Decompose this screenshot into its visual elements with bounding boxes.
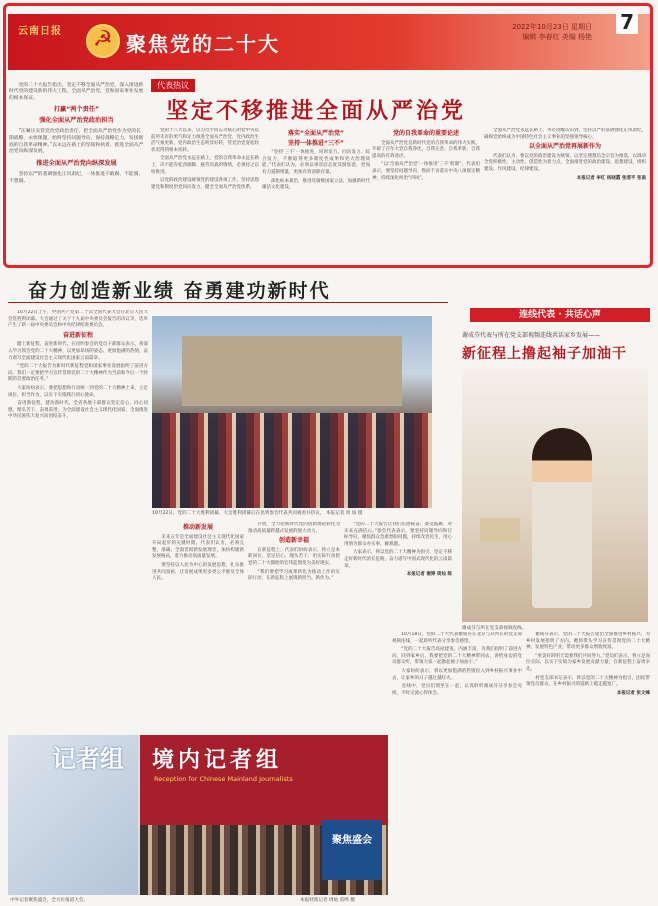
article1-tag: 代表热议 bbox=[151, 79, 195, 92]
article1-byline: 本报记者 李红 杨晓霞 张清平 张南 bbox=[576, 175, 646, 181]
issue-editors: 编辑 李春红 美编 杨艳 bbox=[522, 33, 592, 41]
delegates-group-image bbox=[152, 413, 432, 508]
main-photo bbox=[152, 316, 432, 508]
body-subhead-1: 落实“全面从严治党” bbox=[288, 130, 344, 137]
article2-byline: 本报记者 谢婷 周灿 陈 bbox=[406, 572, 452, 578]
series-photo-caption: 谢成芬与所在党支部视频连线。 bbox=[462, 626, 527, 631]
body-subhead-2: 坚持一体推进“三不” bbox=[288, 139, 344, 147]
series-subtitle: 谢成芬代表与所在党支部视频连线共话家乡发展—— bbox=[462, 332, 601, 339]
press-backdrop-english: Reception for Chinese Mainland Journalists bbox=[154, 775, 293, 783]
article2-column-2: 推动新发展 未来五年是全面建设社会主义现代化国家开局起步的关键时期。代表们认为，必须完整、准确、全面贯彻新发展理念，加快构建新发展格局，着力推动高质量发展。 要坚持以人民为中心的发展思想，扎实推进共同富裕，让发展成果更多更公平惠及全体人民。 bbox=[152, 524, 244, 582]
page-number: 7 bbox=[616, 10, 638, 34]
article1-left-column: 党的二十大报告指出，坚定不移全面从严治党，深入推进新时代党的建设新的伟大工程。全面从严治党，党和国家事业发展的根本保证。 打赢“两个责任” 强化全面从严治党政治担当 “压紧压实管党治党政治责任，把全面从严治党作为党的长期战略、永恒课题，始终坚持问题导向，保持战略定力，发扬彻底的自我革命精神。”以永远在路上的坚韧和执着，推进全面从严治党向纵深发展。 推进全面从严治党向纵深发展 坚持以严的基调强化正风肃纪，一体推进不敢腐、不能腐、不想腐。 bbox=[9, 82, 144, 184]
delegate-portrait-image bbox=[532, 428, 592, 608]
masthead-banner bbox=[8, 14, 650, 70]
video-screen-image bbox=[480, 518, 520, 542]
series-tag: 连线代表 · 共话心声 bbox=[470, 308, 650, 322]
article2-subhead-1: 奋进新征程 bbox=[62, 331, 93, 339]
series-column-2: 谢成芬表示，党的二十大报告提出全面推进乡村振兴，为乡村发展指明了方向。她将带头学习宣传贯彻党的二十大精神，发展特色产业，带动更多群众增收致富。 “更美好的明天需要我们共同努力。”党员们表示，将立足岗位实际，以实干实绩为家乡发展贡献力量，在新征程上奋勇争先。 村党支部书记表示，将以党的二十大精神为指引，团结带领党员群众，在乡村振兴的道路上越走越宽广。 本报记者 张文峰 bbox=[526, 632, 650, 696]
article2-column-1: 10月22日上午，中国共产党第二十次全国代表大会在北京人民大会堂胜利闭幕。大会通过了关于十九届中央委员会报告的决议等，选举产生了新一届中央委员会和中央纪律检查委员会。 奋进新征程 踏上新征程，奋进新时代。在昆明参会的党员干部群众表示，将深入学习领会党的二十大精神，以更加昂扬的姿态、更加饱满的热情，奋力谱写全面建设社会主义现代化国家云南篇章。 “党的二十大报告为新时代新征程党和国家事业发展指明了前进方向。我们一定要把学习宣传贯彻党的二十大精神作为当前和今后一个时期的首要政治任务。” 大家纷纷表示，要把思想和行动统一到党的二十大精神上来，立足岗位、担当作为，以实干实绩践行初心使命。 奋进新征程，建功新时代。全省各地干部群众坚定信心、同心同德，埋头苦干、奋勇前进，为全面建设社会主义现代化国家、全面推进中华民族伟大复兴而团结奋斗。 bbox=[8, 310, 148, 420]
main-photo-caption: 10月22日，党的二十大胜利闭幕。大会胜利闭幕后在昆明参会代表共同观看并热议。 本报记者 周 灿 摄 bbox=[152, 511, 363, 516]
article1-column-4: 全面从严治党永远在路上，务必清醒认识到，坚持以严的基调强化正风肃纪，确保党始终成为中国特色社会主义事业的坚强领导核心。 以全面从严治党再展新作为 代表们认为，要以党的政治建设为统领，以坚定理想信念宗旨为根基，以调动全党积极性、主动性、创造性为着力点，全面推进党的政治建设、思想建设、组织建设、作风建设、纪律建设。 本报记者 李红 杨晓霞 张清平 张南 bbox=[484, 128, 646, 181]
lead-subhead-2: 强化全面从严治党政治担当 bbox=[39, 116, 114, 124]
article2-subhead-2: 推动新发展 bbox=[182, 524, 213, 531]
series-title: 新征程上撸起袖子加油干 bbox=[462, 346, 627, 362]
great-hall-image bbox=[182, 336, 402, 406]
article2-column-3: 开放，全力把新时代党的创新理论转化为推动高质量跨越式发展的强大动力。 创造新幸福 在新征程上，代表们纷纷表示，将立足本职岗位，坚定信心、埋头苦干，用实际行动把党的二十大描绘的宏伟蓝图变为美好现实。 “我们要把学习成果转化为推动工作的实际行动，在新征程上展现新担当、新作为。” bbox=[248, 522, 340, 582]
press-photo-credit: 本报特派记者 周灿 雷鸣 摄 bbox=[300, 898, 355, 903]
section-title: 聚焦党的二十大 bbox=[126, 32, 280, 56]
press-backdrop-title: 境内记者组 bbox=[152, 747, 283, 773]
article1-column-3: 党的自我革命的重要论述 全面从严治党是新时代党的自我革命的伟大实践，开辟了百年大党自我净化、自我完善、自我革新、自我提高的有效途径。 “以‘全面从严治党’一体推进‘三不’机制”，代表们表示，要坚持问题导向，锲而不舍落实中央八项规定精神，持续深化纠治“四风”。 bbox=[372, 130, 480, 181]
issue-date: 2022年10月23日 星期日 bbox=[512, 23, 592, 31]
body-subhead-4: 以全面从严治党再展新作为 bbox=[528, 143, 601, 151]
series-photo bbox=[462, 368, 648, 622]
article2-column-4: “党的二十大报告让我们倍感振奋、备受鼓舞，对未来充满信心。”参会代表表示，要坚持问题导向和目标导向，聚焦群众急难愁盼问题，持续改善民生，用心用情为群众办实事、解难题。 大家表示，将以党的二十大精神为指引，坚定不移走好新时代的长征路，奋力谱写中国式现代化的云南篇章。 本报记者 谢婷 周灿 陈 bbox=[344, 522, 452, 578]
series-column-1: 10月18日，党的二十大代表谢成芬在北京与其所在的党支部视频连线，一起聆听代表分享参会感悟。 “党的二十大报告高屋建瓴、内涵丰富，为我们指明了前进方向。回到家乡后，我要把党的二十大精神带回去，讲给身边的党员群众听，带领大家一起撸起袖子加油干。” 大家纷纷表示，将以更加饱满的热情投入到乡村振兴事业中去，让家乡的日子越过越红火。 连线中，党员们围坐在一起，认真聆听谢成芬分享参会见闻，不时交流心得体会。 bbox=[392, 632, 522, 696]
lead-subhead-1: 打赢“两个责任” bbox=[53, 106, 100, 114]
lead-subhead-3: 推进全面从严治党向纵深发展 bbox=[36, 159, 117, 167]
newspaper-logo: 云南日报 bbox=[18, 26, 62, 37]
article2-title: 奋力创造新业绩 奋勇建功新时代 bbox=[28, 280, 331, 302]
press-photo-caption: 中外记者聚焦盛会，全方位报道大会。 bbox=[10, 898, 89, 903]
party-emblem-icon bbox=[86, 24, 120, 58]
press-backdrop-left bbox=[8, 735, 138, 895]
press-backdrop-left-text: 记者组 bbox=[52, 744, 124, 773]
body-subhead-3: 党的自我革命的重要论述 bbox=[392, 130, 459, 137]
series-byline: 本报记者 张文峰 bbox=[616, 690, 650, 696]
article2-rule bbox=[8, 302, 448, 303]
article1-column-2: 落实“全面从严治党” 坚持一体推进“三不” “坚持‘三不’一体推进，同时发力、同向发力、综合发力，不断取得更多制度性成果和更大治理效能。”代表们认为，必须以零容忍态度反腐惩恶，更加有力遏制增量，更加有效清除存量。 深化标本兼治，推进反腐败国家立法，加强新时代廉洁文化建设。 bbox=[262, 130, 370, 191]
issue-meta bbox=[512, 22, 592, 42]
focus-badge: 聚焦盛会 bbox=[322, 820, 382, 880]
article1-column-1: 党的十八大以来，以习近平同志为核心的党中央以前所未有的勇气和定力推进全面从严治党，党内政治生活气象更新，党内政治生态明显好转，管党治党宽松软状况得到根本扭转。 全面从严治党永远在路上，党的自我革命永远在路上，决不能有松劲歇脚、疲劳厌战的情绪，必须持之以恒推进。 以党的政治建设统领党的建设各项工作，坚持思想建党和制度治党同向发力，健全全面从严治党体系。 bbox=[151, 128, 259, 190]
article2-subhead-3: 创造新幸福 bbox=[278, 537, 309, 545]
article1-title: 坚定不移推进全面从严治党 bbox=[166, 98, 467, 124]
